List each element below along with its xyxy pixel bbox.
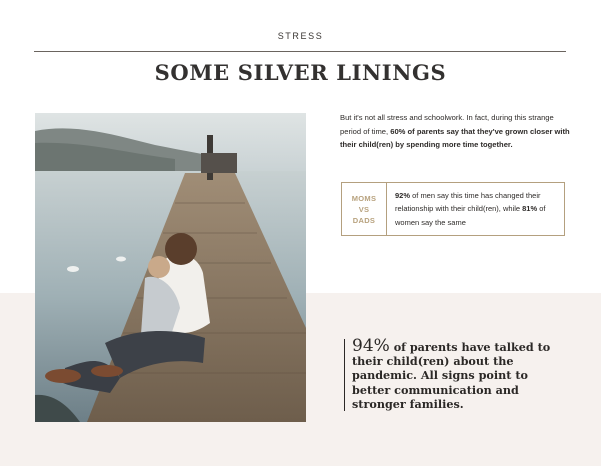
quote-text: of parents have talked to their child(ren) about the pandemic. All signs point to better communication and stronger families. bbox=[352, 340, 551, 411]
label-vs: VS bbox=[358, 204, 370, 214]
quote-percent: 94% bbox=[352, 336, 390, 356]
section-kicker: STRESS bbox=[277, 31, 324, 41]
moms-vs-dads-box bbox=[341, 182, 565, 236]
moms-vs-dads-label bbox=[342, 183, 387, 235]
page-title: SOME SILVER LININGS bbox=[154, 60, 447, 85]
dock-photo bbox=[35, 113, 306, 422]
intro-highlight: 60% of parents say that they've grown closer with their child(ren) by spending more time together. bbox=[340, 126, 570, 149]
intro-lead: But it's not all stress and schoolwork. In fact, during this strange period of time, bbox=[340, 113, 554, 136]
intro-paragraph bbox=[340, 111, 570, 152]
dock-photo-illustration bbox=[35, 113, 306, 422]
men-percent: 92% bbox=[395, 191, 411, 200]
header-divider bbox=[34, 51, 566, 52]
label-moms: MOMS bbox=[351, 193, 377, 203]
label-dads: DADS bbox=[352, 215, 376, 225]
women-percent: 81% bbox=[522, 204, 538, 214]
pull-quote bbox=[344, 336, 570, 411]
women-text: of women say the same bbox=[395, 204, 546, 227]
men-text: of men say this time has changed their relationship with their child(ren), while bbox=[395, 191, 541, 214]
comparison-text bbox=[387, 183, 564, 235]
